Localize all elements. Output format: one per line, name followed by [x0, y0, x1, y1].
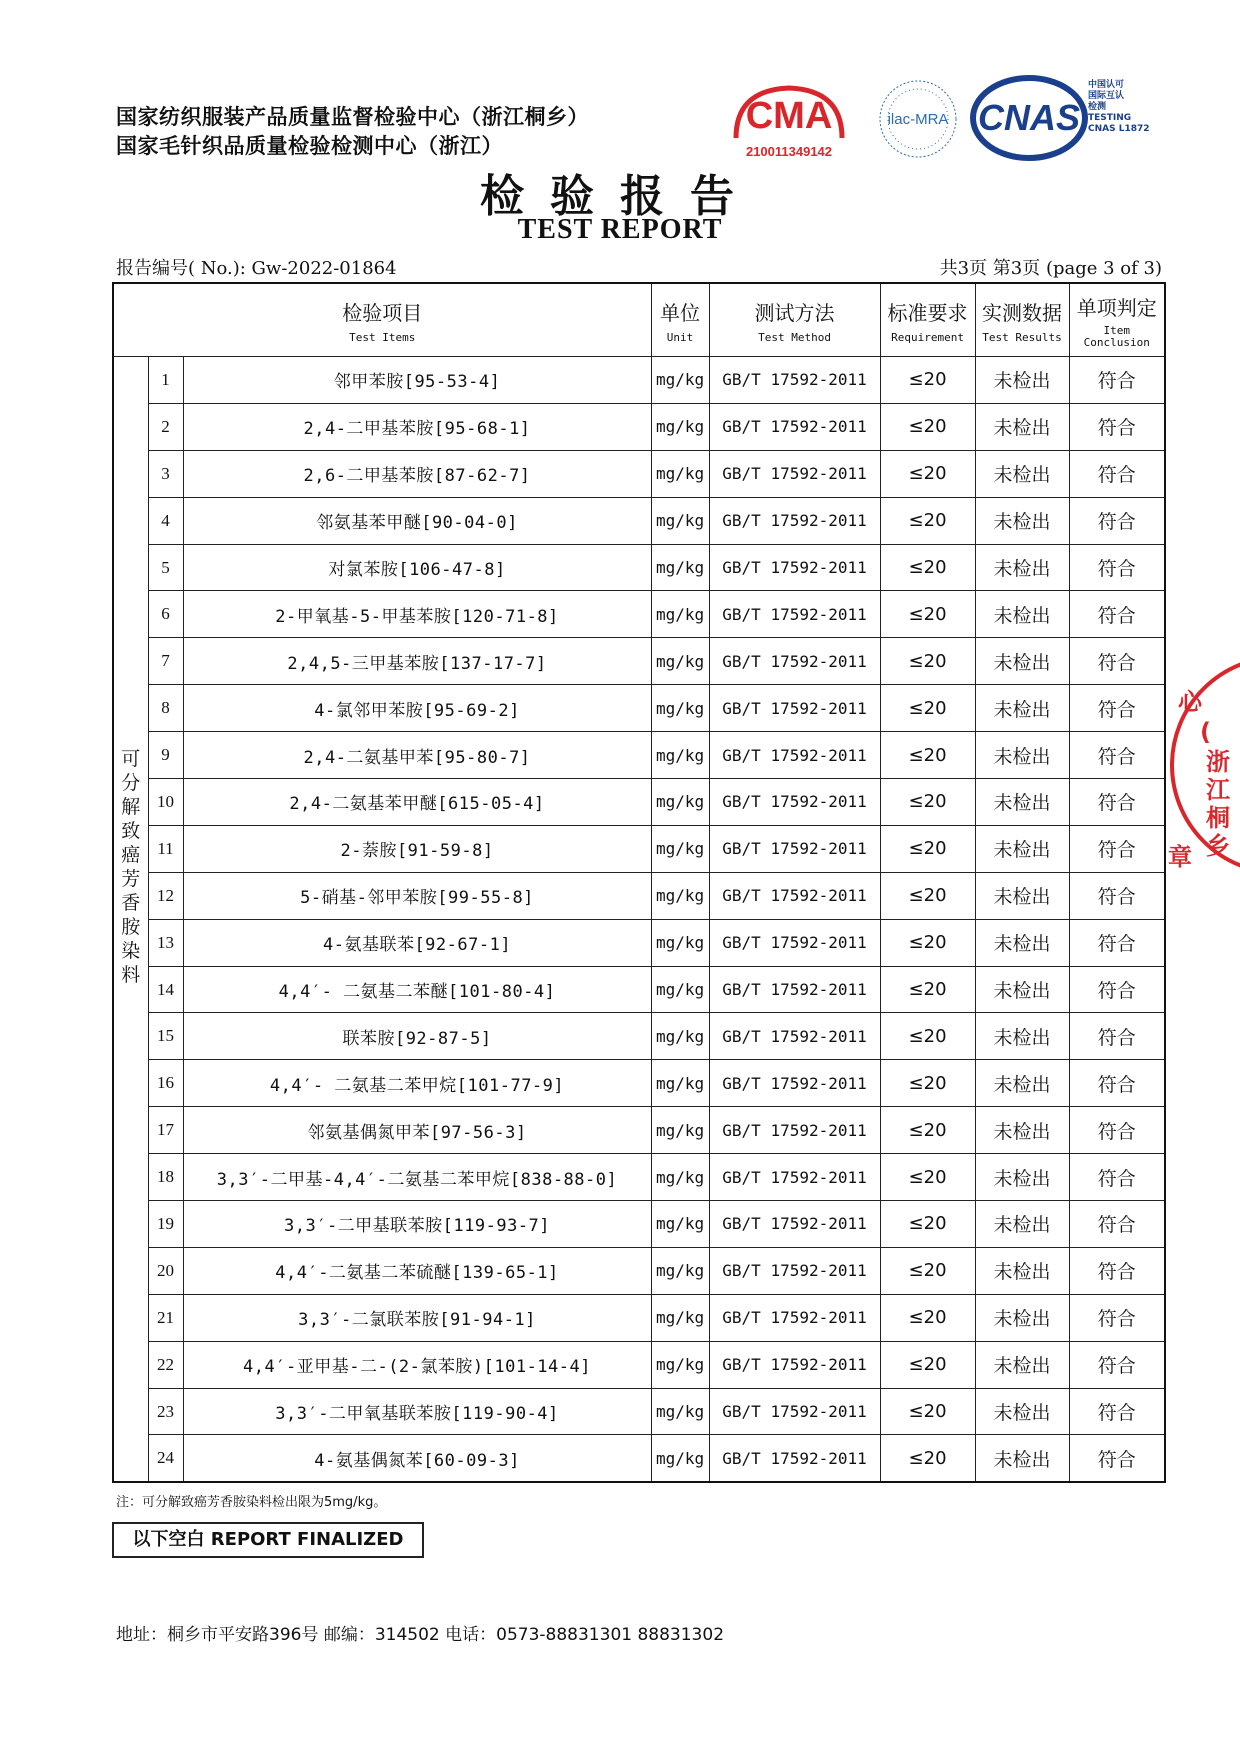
test-item: 4,4′- 二氨基二苯醚[101-80-4] — [183, 966, 651, 1013]
header-label-en: Test Method — [758, 330, 831, 344]
method-cell: GB/T 17592-2011 — [709, 1341, 880, 1388]
method-cell: GB/T 17592-2011 — [709, 1107, 880, 1154]
ilac-text: ilac-MRA — [887, 111, 949, 128]
conclusion-cell: 符合 — [1069, 450, 1165, 497]
table-row — [113, 357, 1165, 404]
row-number: 1 — [148, 357, 183, 404]
result-cell: 未检出 — [975, 1388, 1069, 1435]
row-number: 7 — [148, 638, 183, 685]
unit-cell: mg/kg — [651, 357, 709, 404]
test-item: 2,4-二氨基苯甲醚[615-05-4] — [183, 779, 651, 826]
header-test-results — [975, 283, 1069, 357]
cnas-side-line: 国际互认 — [1088, 91, 1125, 101]
row-number: 3 — [148, 450, 183, 497]
unit-cell: mg/kg — [651, 779, 709, 826]
row-number: 22 — [148, 1341, 183, 1388]
method-cell: GB/T 17592-2011 — [709, 872, 880, 919]
row-number: 12 — [148, 872, 183, 919]
requirement-cell: ≤20 — [880, 403, 975, 450]
test-item: 邻甲苯胺[95-53-4] — [183, 357, 651, 404]
method-cell: GB/T 17592-2011 — [709, 825, 880, 872]
table-row — [113, 1435, 1165, 1482]
unit-cell: mg/kg — [651, 1201, 709, 1248]
unit-cell: mg/kg — [651, 638, 709, 685]
requirement-cell: ≤20 — [880, 966, 975, 1013]
requirement-cell: ≤20 — [880, 1201, 975, 1248]
requirement-cell: ≤20 — [880, 1107, 975, 1154]
requirement-cell: ≤20 — [880, 357, 975, 404]
unit-cell: mg/kg — [651, 966, 709, 1013]
conclusion-cell: 符合 — [1069, 1341, 1165, 1388]
row-number: 24 — [148, 1435, 183, 1482]
conclusion-cell: 符合 — [1069, 1107, 1165, 1154]
unit-cell: mg/kg — [651, 1154, 709, 1201]
requirement-cell: ≤20 — [880, 1294, 975, 1341]
result-cell: 未检出 — [975, 1013, 1069, 1060]
requirement-cell: ≤20 — [880, 638, 975, 685]
svg-text:心 ( 浙 江 桐: 心 ( 浙 江 桐 乡 章 — [1168, 688, 1230, 871]
table-row — [113, 638, 1165, 685]
row-number: 16 — [148, 1060, 183, 1107]
result-cell: 未检出 — [975, 1247, 1069, 1294]
test-item: 邻氨基偶氮甲苯[97-56-3] — [183, 1107, 651, 1154]
test-item: 对氯苯胺[106-47-8] — [183, 544, 651, 591]
requirement-cell: ≤20 — [880, 872, 975, 919]
conclusion-cell: 符合 — [1069, 825, 1165, 872]
table-row — [113, 1013, 1165, 1060]
conclusion-cell: 符合 — [1069, 403, 1165, 450]
org-name-line2: 国家毛针织品质量检验检测中心（浙江） — [116, 134, 503, 158]
conclusion-cell: 符合 — [1069, 872, 1165, 919]
conclusion-cell: 符合 — [1069, 919, 1165, 966]
table-header-row — [113, 283, 1165, 357]
conclusion-cell: 符合 — [1069, 1435, 1165, 1482]
header-label-en: Test Results — [982, 330, 1062, 344]
header-label-cn: 测试方法 — [754, 300, 835, 325]
method-cell: GB/T 17592-2011 — [709, 1388, 880, 1435]
unit-cell: mg/kg — [651, 1247, 709, 1294]
method-cell: GB/T 17592-2011 — [709, 1013, 880, 1060]
requirement-cell: ≤20 — [880, 919, 975, 966]
test-item: 邻氨基苯甲醚[90-04-0] — [183, 497, 651, 544]
table-row — [113, 872, 1165, 919]
conclusion-cell: 符合 — [1069, 1247, 1165, 1294]
conclusion-cell: 符合 — [1069, 1201, 1165, 1248]
cnas-side-line: 检测 — [1088, 102, 1107, 112]
conclusion-cell: 符合 — [1069, 497, 1165, 544]
table-row — [113, 919, 1165, 966]
table-row — [113, 966, 1165, 1013]
unit-cell: mg/kg — [651, 1060, 709, 1107]
group-label-text: 可分解致癌芳香胺染料 — [121, 748, 141, 986]
conclusion-cell: 符合 — [1069, 591, 1165, 638]
table-row — [113, 1247, 1165, 1294]
header-test-items — [113, 283, 651, 357]
result-cell: 未检出 — [975, 357, 1069, 404]
requirement-cell: ≤20 — [880, 1435, 975, 1482]
cnas-side-line: TESTING — [1088, 113, 1132, 123]
result-cell: 未检出 — [975, 872, 1069, 919]
table-row — [113, 403, 1165, 450]
test-item: 4,4′-亚甲基-二-(2-氯苯胺)[101-14-4] — [183, 1341, 651, 1388]
address-line: 地址：桐乡市平安路396号 邮编：314502 电话：0573-88831301 88831302 — [116, 1625, 725, 1645]
method-cell: GB/T 17592-2011 — [709, 638, 880, 685]
cma-logo — [730, 78, 848, 160]
method-cell: GB/T 17592-2011 — [709, 1201, 880, 1248]
method-cell: GB/T 17592-2011 — [709, 779, 880, 826]
conclusion-cell: 符合 — [1069, 1013, 1165, 1060]
test-item: 3,3′-二甲基-4,4′-二氨基二苯甲烷[838-88-0] — [183, 1154, 651, 1201]
row-number: 11 — [148, 825, 183, 872]
method-cell: GB/T 17592-2011 — [709, 591, 880, 638]
cnas-side-line: CNAS L1872 — [1088, 124, 1150, 134]
table-row — [113, 450, 1165, 497]
test-item: 5-硝基-邻甲苯胺[99-55-8] — [183, 872, 651, 919]
table-row — [113, 1060, 1165, 1107]
test-item: 联苯胺[92-87-5] — [183, 1013, 651, 1060]
header-label-cn: 实测数据 — [982, 300, 1063, 325]
report-title-en: TEST REPORT — [517, 214, 723, 245]
result-cell: 未检出 — [975, 638, 1069, 685]
unit-cell: mg/kg — [651, 591, 709, 638]
method-cell: GB/T 17592-2011 — [709, 403, 880, 450]
row-number: 19 — [148, 1201, 183, 1248]
header-label-cn: 单项判定 — [1076, 295, 1157, 320]
result-cell: 未检出 — [975, 1060, 1069, 1107]
test-item: 2,6-二甲基苯胺[87-62-7] — [183, 450, 651, 497]
result-cell: 未检出 — [975, 497, 1069, 544]
unit-cell: mg/kg — [651, 1107, 709, 1154]
method-cell: GB/T 17592-2011 — [709, 732, 880, 779]
method-cell: GB/T 17592-2011 — [709, 544, 880, 591]
row-number: 18 — [148, 1154, 183, 1201]
page-info: 共3页 第3页 (page 3 of 3) — [939, 258, 1162, 279]
conclusion-cell: 符合 — [1069, 732, 1165, 779]
header-label-en: Test Items — [349, 330, 416, 344]
red-seal-stamp — [1160, 650, 1240, 880]
requirement-cell: ≤20 — [880, 1060, 975, 1107]
test-item: 3,3′-二甲基联苯胺[119-93-7] — [183, 1201, 651, 1248]
unit-cell: mg/kg — [651, 1388, 709, 1435]
header-test-method — [709, 283, 880, 357]
requirement-cell: ≤20 — [880, 1341, 975, 1388]
table-row — [113, 544, 1165, 591]
org-name-line1: 国家纺织服装产品质量监督检验中心（浙江桐乡） — [116, 105, 589, 129]
result-cell: 未检出 — [975, 1341, 1069, 1388]
row-number: 17 — [148, 1107, 183, 1154]
row-number: 9 — [148, 732, 183, 779]
table-row — [113, 825, 1165, 872]
requirement-cell: ≤20 — [880, 1247, 975, 1294]
header-requirement — [880, 283, 975, 357]
test-item: 4-氨基偶氮苯[60-09-3] — [183, 1435, 651, 1482]
unit-cell: mg/kg — [651, 1341, 709, 1388]
method-cell: GB/T 17592-2011 — [709, 357, 880, 404]
conclusion-cell: 符合 — [1069, 685, 1165, 732]
row-number: 21 — [148, 1294, 183, 1341]
cma-logo-text: CMA — [745, 95, 833, 137]
row-number: 15 — [148, 1013, 183, 1060]
conclusion-cell: 符合 — [1069, 1294, 1165, 1341]
test-item: 2,4-二氨基甲苯[95-80-7] — [183, 732, 651, 779]
table-row — [113, 732, 1165, 779]
header-label-cn: 检验项目 — [342, 300, 423, 325]
method-cell: GB/T 17592-2011 — [709, 497, 880, 544]
header-label-cn: 单位 — [660, 300, 701, 325]
unit-cell: mg/kg — [651, 732, 709, 779]
requirement-cell: ≤20 — [880, 825, 975, 872]
table-row — [113, 1294, 1165, 1341]
conclusion-cell: 符合 — [1069, 357, 1165, 404]
requirement-cell: ≤20 — [880, 1013, 975, 1060]
conclusion-cell: 符合 — [1069, 1388, 1165, 1435]
result-cell: 未检出 — [975, 1435, 1069, 1482]
unit-cell: mg/kg — [651, 872, 709, 919]
method-cell: GB/T 17592-2011 — [709, 1154, 880, 1201]
group-label — [113, 357, 148, 1483]
unit-cell: mg/kg — [651, 1435, 709, 1482]
requirement-cell: ≤20 — [880, 497, 975, 544]
test-item: 2,4,5-三甲基苯胺[137-17-7] — [183, 638, 651, 685]
table-row — [113, 497, 1165, 544]
result-cell: 未检出 — [975, 544, 1069, 591]
unit-cell: mg/kg — [651, 1013, 709, 1060]
row-number: 23 — [148, 1388, 183, 1435]
table-row — [113, 685, 1165, 732]
unit-cell: mg/kg — [651, 450, 709, 497]
test-item: 4-氯邻甲苯胺[95-69-2] — [183, 685, 651, 732]
table-body — [113, 357, 1165, 1483]
test-item: 2-甲氧基-5-甲基苯胺[120-71-8] — [183, 591, 651, 638]
row-number: 14 — [148, 966, 183, 1013]
unit-cell: mg/kg — [651, 685, 709, 732]
requirement-cell: ≤20 — [880, 544, 975, 591]
requirement-cell: ≤20 — [880, 732, 975, 779]
report-finalized-box: 以下空白 REPORT FINALIZED — [112, 1522, 424, 1558]
cnas-text: CNAS — [977, 97, 1081, 138]
unit-cell: mg/kg — [651, 403, 709, 450]
test-item: 3,3′-二氯联苯胺[91-94-1] — [183, 1294, 651, 1341]
result-cell: 未检出 — [975, 825, 1069, 872]
result-cell: 未检出 — [975, 966, 1069, 1013]
header-label-cn: 标准要求 — [887, 300, 968, 325]
table-row — [113, 591, 1165, 638]
result-cell: 未检出 — [975, 1294, 1069, 1341]
conclusion-cell: 符合 — [1069, 638, 1165, 685]
result-cell: 未检出 — [975, 919, 1069, 966]
requirement-cell: ≤20 — [880, 450, 975, 497]
row-number: 10 — [148, 779, 183, 826]
report-title-cn: 检验报告 — [480, 171, 760, 222]
header-label-en: Item Conclusion — [1083, 323, 1150, 349]
table-row — [113, 1201, 1165, 1248]
table-row — [113, 1107, 1165, 1154]
cnas-side-line: 中国认可 — [1088, 80, 1125, 90]
requirement-cell: ≤20 — [880, 779, 975, 826]
conclusion-cell: 符合 — [1069, 779, 1165, 826]
method-cell: GB/T 17592-2011 — [709, 1247, 880, 1294]
table-row — [113, 1341, 1165, 1388]
header-conclusion — [1069, 283, 1165, 357]
result-cell: 未检出 — [975, 1201, 1069, 1248]
test-item: 2,4-二甲基苯胺[95-68-1] — [183, 403, 651, 450]
method-cell: GB/T 17592-2011 — [709, 919, 880, 966]
cnas-logo — [970, 74, 1088, 162]
unit-cell: mg/kg — [651, 1294, 709, 1341]
test-item: 3,3′-二甲氧基联苯胺[119-90-4] — [183, 1388, 651, 1435]
ilac-mra-logo — [872, 76, 964, 162]
unit-cell: mg/kg — [651, 919, 709, 966]
result-cell: 未检出 — [975, 450, 1069, 497]
conclusion-cell: 符合 — [1069, 544, 1165, 591]
requirement-cell: ≤20 — [880, 1154, 975, 1201]
method-cell: GB/T 17592-2011 — [709, 1060, 880, 1107]
result-cell: 未检出 — [975, 591, 1069, 638]
conclusion-cell: 符合 — [1069, 1060, 1165, 1107]
table-row — [113, 779, 1165, 826]
result-cell: 未检出 — [975, 685, 1069, 732]
test-item: 4-氨基联苯[92-67-1] — [183, 919, 651, 966]
row-number: 5 — [148, 544, 183, 591]
result-cell: 未检出 — [975, 732, 1069, 779]
header-label-en: Requirement — [891, 330, 964, 344]
footnote: 注：可分解致癌芳香胺染料检出限为5mg/kg。 — [116, 1495, 387, 1510]
row-number: 8 — [148, 685, 183, 732]
row-number: 4 — [148, 497, 183, 544]
results-table-wrap — [112, 282, 1164, 1486]
method-cell: GB/T 17592-2011 — [709, 1435, 880, 1482]
unit-cell: mg/kg — [651, 497, 709, 544]
row-number: 20 — [148, 1247, 183, 1294]
cma-number: 210011349142 — [745, 144, 833, 159]
requirement-cell: ≤20 — [880, 1388, 975, 1435]
header-unit — [651, 283, 709, 357]
result-cell: 未检出 — [975, 403, 1069, 450]
test-item: 2-萘胺[91-59-8] — [183, 825, 651, 872]
requirement-cell: ≤20 — [880, 685, 975, 732]
row-number: 6 — [148, 591, 183, 638]
header-label-en: Unit — [666, 330, 694, 344]
method-cell: GB/T 17592-2011 — [709, 685, 880, 732]
conclusion-cell: 符合 — [1069, 1154, 1165, 1201]
unit-cell: mg/kg — [651, 544, 709, 591]
test-item: 4,4′- 二氨基二苯甲烷[101-77-9] — [183, 1060, 651, 1107]
result-cell: 未检出 — [975, 1107, 1069, 1154]
method-cell: GB/T 17592-2011 — [709, 966, 880, 1013]
requirement-cell: ≤20 — [880, 591, 975, 638]
row-number: 2 — [148, 403, 183, 450]
report-number: 报告编号( No.): Gw-2022-01864 — [116, 258, 397, 279]
table-row — [113, 1154, 1165, 1201]
conclusion-cell: 符合 — [1069, 966, 1165, 1013]
results-table — [112, 282, 1166, 1483]
result-cell: 未检出 — [975, 1154, 1069, 1201]
test-item: 4,4′-二氨基二苯硫醚[139-65-1] — [183, 1247, 651, 1294]
cnas-side-text — [1088, 80, 1150, 135]
result-cell: 未检出 — [975, 779, 1069, 826]
method-cell: GB/T 17592-2011 — [709, 1294, 880, 1341]
method-cell: GB/T 17592-2011 — [709, 450, 880, 497]
row-number: 13 — [148, 919, 183, 966]
unit-cell: mg/kg — [651, 825, 709, 872]
table-row — [113, 1388, 1165, 1435]
